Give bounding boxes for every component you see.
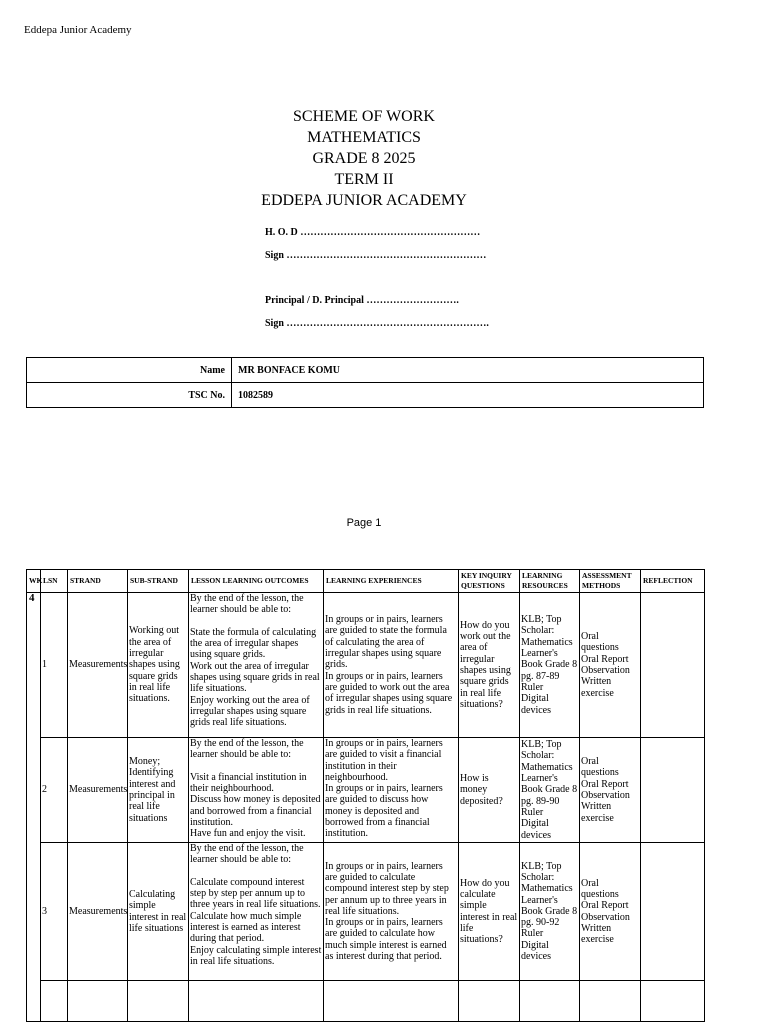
table-row: [27, 593, 705, 738]
empty-cell: [189, 981, 324, 1022]
header-cell: WK: [27, 570, 41, 593]
page-number: Page 1: [346, 517, 382, 529]
tsc-label: TSC No.: [27, 383, 232, 408]
week-number: 4: [27, 593, 41, 1022]
inquiry-question-cell: How is money deposited?: [459, 738, 520, 843]
name-label: Name: [27, 358, 232, 383]
header-cell: LEARNING EXPERIENCES: [324, 570, 459, 593]
reflection-cell[interactable]: [641, 738, 705, 843]
strand-cell: Measurements: [68, 738, 128, 843]
document-title: [0, 106, 728, 211]
resources-cell: KLB; Top Scholar: Mathematics Learner's Book Grade 8 pg. 89-90 Ruler Digital devices: [520, 738, 580, 843]
header-cell: REFLECTION: [641, 570, 705, 593]
header-cell: SUB-STRAND: [128, 570, 189, 593]
title-line: EDDEPA JUNIOR ACADEMY: [261, 192, 467, 209]
empty-cell: [580, 981, 641, 1022]
resources-cell: KLB; Top Scholar: Mathematics Learner's Book Grade 8 pg. 87-89 Ruler Digital devices: [520, 593, 580, 738]
outcomes-cell: [189, 843, 324, 981]
table-row: [27, 981, 705, 1022]
hod-sign-line: Sign ……………………………………………………: [265, 250, 487, 261]
outcomes-intro: By the end of the lesson, the learner should be able to:: [190, 738, 304, 761]
outcomes-cell: [189, 738, 324, 843]
outcomes-intro: By the end of the lesson, the learner should be able to:: [190, 843, 304, 866]
empty-cell: [68, 981, 128, 1022]
empty-cell: [324, 981, 459, 1022]
inquiry-question-cell: How do you calculate simple interest in real life situations?: [459, 843, 520, 981]
sub-strand-cell: Calculating simple interest in real life situations: [128, 843, 189, 981]
outcomes-body: Calculate compound interest step by step per annum up to three years in real life situations. Calculate how much simple interest is earned as interest during that period. Enjoy calculating simple interest in real life situations.: [190, 876, 322, 967]
table-row: [27, 843, 705, 981]
empty-cell: [128, 981, 189, 1022]
reflection-cell[interactable]: [641, 843, 705, 981]
scheme-of-work-table: [26, 569, 705, 1022]
title-line: MATHEMATICS: [307, 129, 421, 146]
hod-signature-line: H. O. D ………………………………………………: [265, 227, 481, 238]
resources-cell: KLB; Top Scholar: Mathematics Learner's Book Grade 8 pg. 90-92 Ruler Digital devices: [520, 843, 580, 981]
principal-sign-line: Sign …………………………………………………….: [265, 318, 489, 329]
header-cell: STRAND: [68, 570, 128, 593]
experiences-cell: In groups or in pairs, learners are guided to state the formula of calculating the area of irregular shapes using square grids. In groups or in pairs, learners are guided to work out the area of irregular shapes using square grids in real life situations.: [324, 593, 459, 738]
header-cell: ASSESSMENT METHODS: [580, 570, 641, 593]
empty-cell: [520, 981, 580, 1022]
inquiry-question-cell: How do you work out the area of irregular shapes using square grids in real life situations?: [459, 593, 520, 738]
header-cell: LSN: [41, 570, 68, 593]
header-cell: LESSON LEARNING OUTCOMES: [189, 570, 324, 593]
outcomes-body: Visit a financial institution in their neighbourhood. Discuss how money is deposited and borrowed from a financial institution. Have fun and enjoy the visit.: [190, 771, 321, 840]
experiences-cell: In groups or in pairs, learners are guided to visit a financial institution in their neighbourhood. In groups or in pairs, learners are guided to discuss how money is deposited and borrowed from a financial institution.: [324, 738, 459, 843]
empty-cell: [459, 981, 520, 1022]
empty-cell: [641, 981, 705, 1022]
title-line: GRADE 8 2025: [312, 150, 416, 167]
strand-cell: Measurements: [68, 593, 128, 738]
sub-strand-cell: Money; Identifying interest and principal in real life situations: [128, 738, 189, 843]
assessment-cell: Oral questions Oral Report Observation Written exercise: [580, 738, 641, 843]
experiences-cell: In groups or in pairs, learners are guided to calculate compound interest step by step per annum up to three years in real life situations. In groups or in pairs, learners are guided to calculate how much simple interest is earned as interest during that period.: [324, 843, 459, 981]
header-cell: KEY INQUIRY QUESTIONS: [459, 570, 520, 593]
lesson-number: 2: [41, 738, 68, 843]
table-row: [27, 738, 705, 843]
sub-strand-cell: Working out the area of irregular shapes using square grids in real life situations.: [128, 593, 189, 738]
empty-cell: [41, 981, 68, 1022]
assessment-cell: Oral questions Oral Report Observation Written exercise: [580, 593, 641, 738]
assessment-cell: Oral questions Oral Report Observation Written exercise: [580, 843, 641, 981]
tsc-row: [27, 383, 704, 408]
lesson-number: 3: [41, 843, 68, 981]
outcomes-intro: By the end of the lesson, the learner should be able to:: [190, 593, 304, 616]
principal-signature-line: Principal / D. Principal ……………………….: [265, 295, 459, 306]
title-line: SCHEME OF WORK: [293, 108, 435, 125]
title-line: TERM II: [334, 171, 394, 188]
outcomes-cell: [189, 593, 324, 738]
name-value: MR BONFACE KOMU: [232, 358, 704, 383]
reflection-cell[interactable]: [641, 593, 705, 738]
name-row: [27, 358, 704, 383]
tsc-value: 1082589: [232, 383, 704, 408]
school-header: Eddepa Junior Academy: [24, 24, 132, 36]
teacher-info-table: [26, 357, 704, 408]
header-cell: LEARNING RESOURCES: [520, 570, 580, 593]
lesson-number: 1: [41, 593, 68, 738]
outcomes-body: State the formula of calculating the area of irregular shapes using square grids. Work out the area of irregular shapes using square grids in real life situations. Enjoy working out the area of irregular shapes using square grids real life situations.: [190, 626, 320, 729]
strand-cell: Measurements: [68, 843, 128, 981]
header-row: [27, 570, 705, 593]
